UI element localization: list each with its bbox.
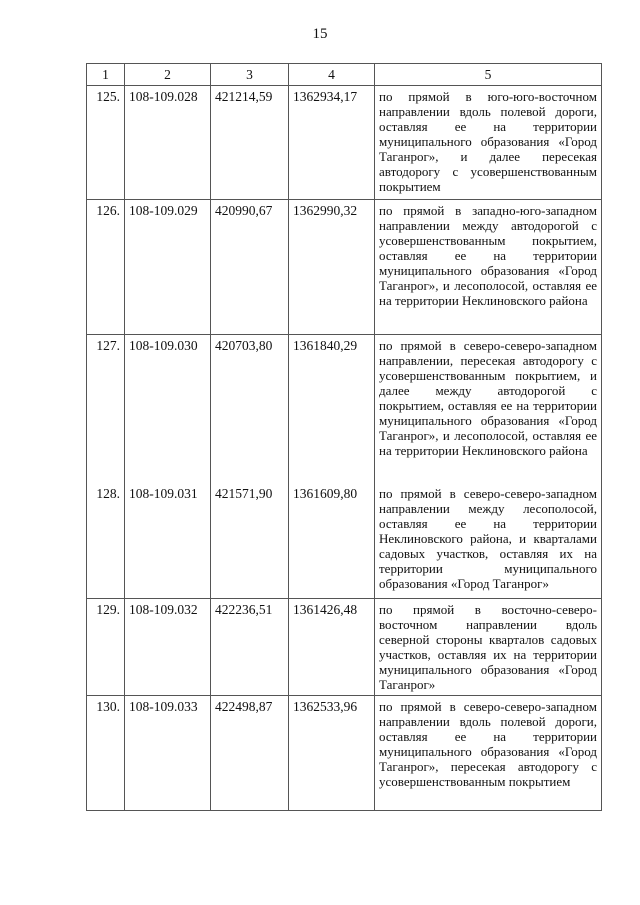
row-number: 126. (87, 200, 125, 335)
point-code: 108-109.031 (125, 483, 211, 599)
column-header: 2 (125, 64, 211, 86)
coordinate-x: 422236,51 (211, 599, 289, 696)
column-header: 3 (211, 64, 289, 86)
table-row (87, 86, 602, 200)
row-number: 127. (87, 335, 125, 483)
table-row (87, 483, 602, 599)
point-code: 108-109.032 (125, 599, 211, 696)
point-code: 108-109.033 (125, 696, 211, 811)
coordinate-y: 1362533,96 (289, 696, 375, 811)
row-number: 128. (87, 483, 125, 599)
boundary-description: по прямой в юго-юго-восточном направлении вдоль полевой дороги, оставляя ее на территории муниципального образования «Город Таганрог», и далее пересекая автодорогу с усовершенствованным покрытием (375, 86, 602, 200)
boundary-points-table (86, 63, 602, 811)
boundary-description: по прямой в северо-северо-западном направлении вдоль полевой дороги, оставляя ее на территории муниципального образования «Город Таганрог», пересекая автодорогу с усовершенствованным покрытием (375, 696, 602, 811)
coordinate-x: 421571,90 (211, 483, 289, 599)
coordinate-x: 422498,87 (211, 696, 289, 811)
row-number: 125. (87, 86, 125, 200)
row-number: 129. (87, 599, 125, 696)
row-number: 130. (87, 696, 125, 811)
coordinate-y: 1362990,32 (289, 200, 375, 335)
column-header: 5 (375, 64, 602, 86)
page-number: 15 (312, 26, 328, 42)
coordinate-y: 1362934,17 (289, 86, 375, 200)
coordinate-y: 1361426,48 (289, 599, 375, 696)
table-header-row (87, 64, 602, 86)
column-header: 1 (87, 64, 125, 86)
boundary-description: по прямой в северо-северо-западном направлении между лесополосой, оставляя ее на территории Неклиновского района, и кварталами садовых участков, оставляя их на территории муниципального образования «Город Таганрог» (375, 483, 602, 599)
point-code: 108-109.030 (125, 335, 211, 483)
coordinate-x: 420703,80 (211, 335, 289, 483)
column-header: 4 (289, 64, 375, 86)
coordinate-x: 421214,59 (211, 86, 289, 200)
coordinate-x: 420990,67 (211, 200, 289, 335)
boundary-description: по прямой в западно-юго-западном направлении между автодорогой с усовершенствованным покрытием, оставляя ее на территории муниципального образования «Город Таганрог», и лесополосой, оставляя ее на территории Неклиновского района (375, 200, 602, 335)
table-row (87, 200, 602, 335)
table-row (87, 696, 602, 811)
coordinate-y: 1361840,29 (289, 335, 375, 483)
boundary-description: по прямой в восточно-северо-восточном направлении вдоль северной стороны кварталов садовых участков, оставляя их на территории муниципального образования «Город Таганрог» (375, 599, 602, 696)
boundary-description: по прямой в северо-северо-западном направлении, пересекая автодорогу с усовершенствованным покрытием, и далее между автодорогой с покрытием, оставляя ее на территории муниципального образования «Город Таганрог», и лесополосой, оставляя ее на территории Неклиновского района (375, 335, 602, 483)
table-row (87, 599, 602, 696)
point-code: 108-109.028 (125, 86, 211, 200)
coordinate-y: 1361609,80 (289, 483, 375, 599)
point-code: 108-109.029 (125, 200, 211, 335)
table-row (87, 335, 602, 483)
